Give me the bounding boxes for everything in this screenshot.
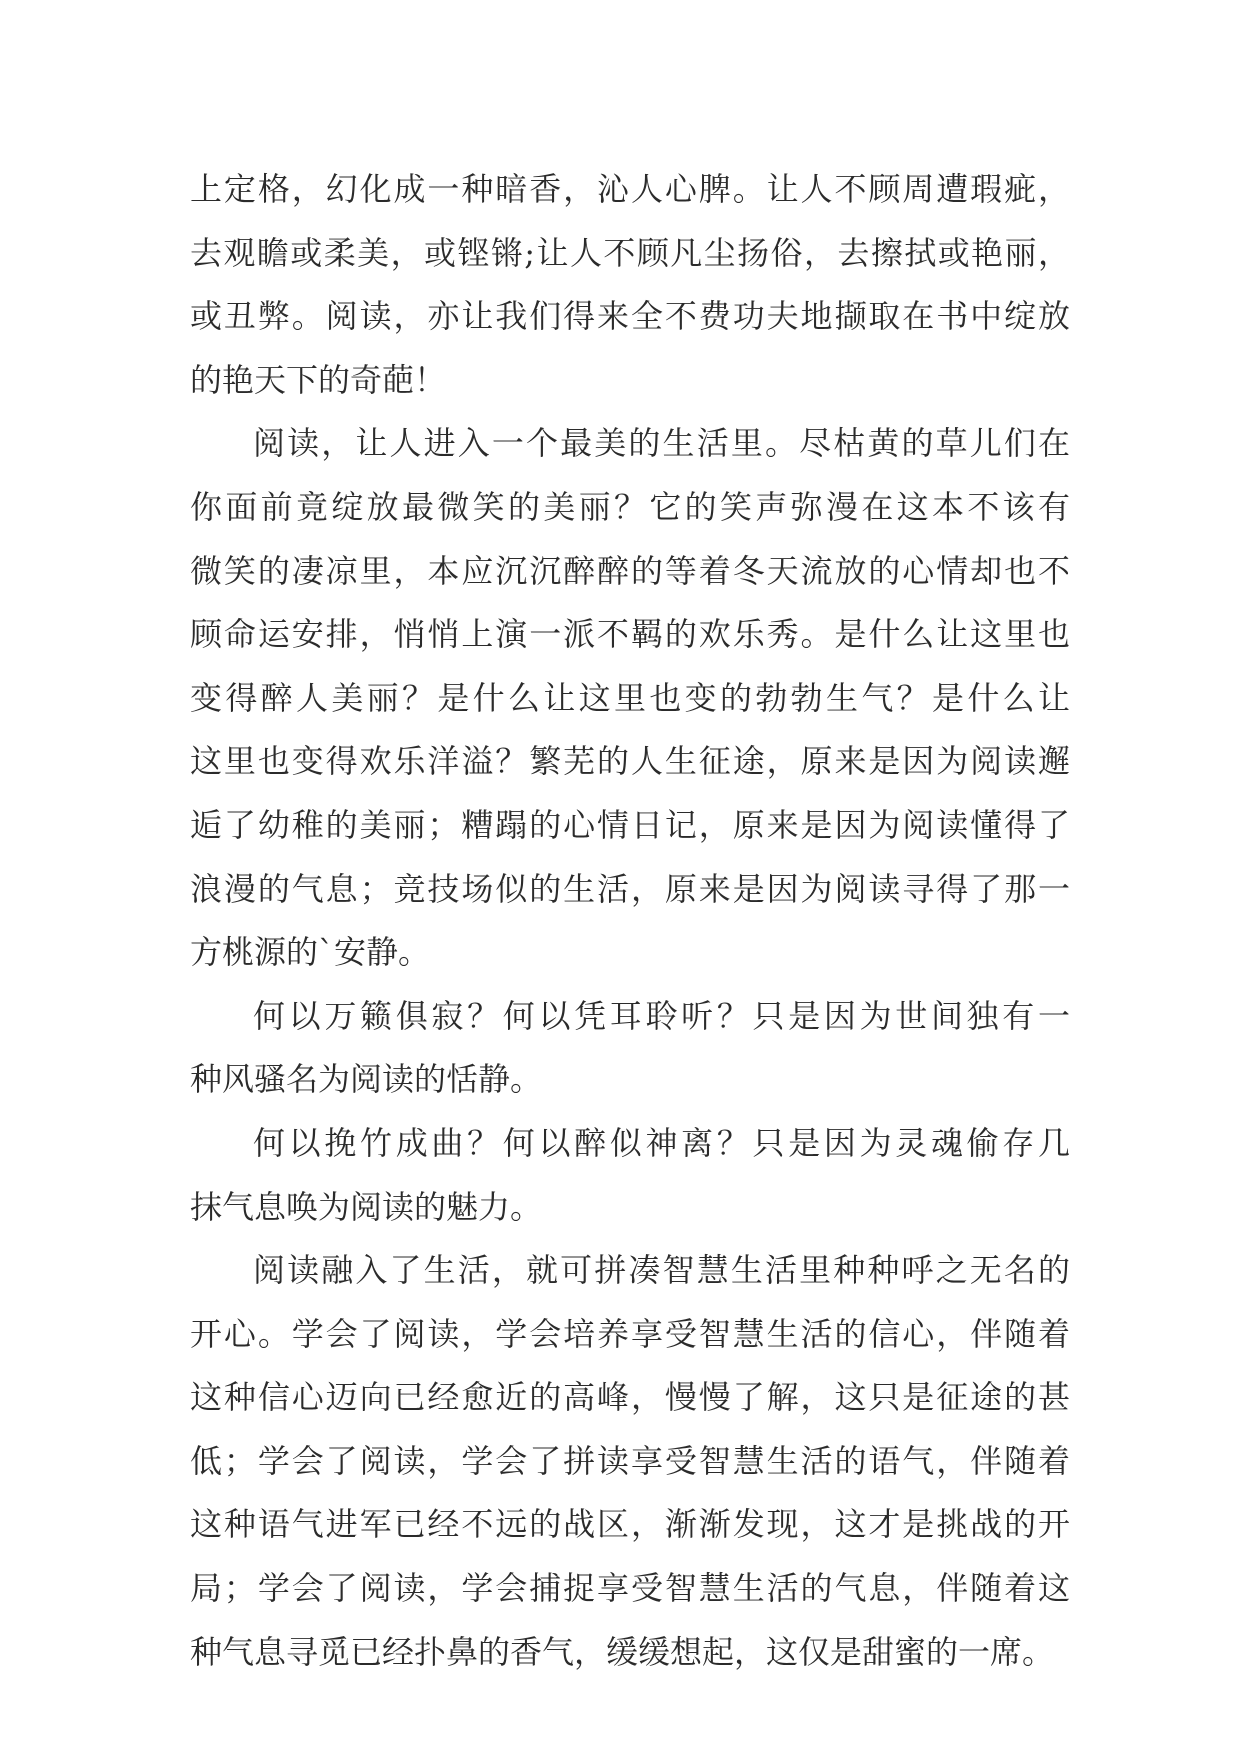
paragraph-first-line: 阅读，让人进入一个最美的生活里。尽枯黄的草儿们在: [253, 424, 1070, 463]
text-line: 这种信心迈向已经愈近的高峰，慢慢了解，这只是征途的甚: [190, 1378, 1070, 1417]
text-line: 顾命运安排，悄悄上演一派不羁的欢乐秀。是什么让这里也: [190, 615, 1070, 654]
text-line: 上定格，幻化成一种暗香，沁人心脾。让人不顾周遭瑕疵，: [190, 170, 1070, 208]
text-line: 逅了幼稚的美丽；糟蹋的心情日记，原来是因为阅读懂得了: [190, 805, 1070, 844]
text-line: 浪漫的气息；竞技场似的生活，原来是因为阅读寻得了那一: [190, 869, 1070, 908]
text-line: 种气息寻觅已经扑鼻的香气，缓缓想起，这仅是甜蜜的一席。: [190, 1632, 1055, 1671]
text-line: 这里也变得欢乐洋溢？繁芜的人生征途，原来是因为阅读邂: [190, 742, 1070, 781]
paragraph-first-line: 何以挽竹成曲？何以醉似神离？只是因为灵魂偷存几: [253, 1123, 1070, 1162]
text-line: 这种语气进军已经不远的战区，渐渐发现，这才是挑战的开: [190, 1505, 1070, 1544]
paragraph-first-line: 阅读融入了生活，就可拼凑智慧生活里种种呼之无名的: [253, 1251, 1070, 1290]
text-line: 低；学会了阅读，学会了拼读享受智慧生活的语气，伴随着: [190, 1441, 1070, 1480]
text-line: 你面前竟绽放最微笑的美丽？它的笑声弥漫在这本不该有: [190, 487, 1070, 526]
text-line: 抹气息唤为阅读的魅力。: [190, 1187, 543, 1226]
text-line: 或丑弊。阅读，亦让我们得来全不费功夫地撷取在书中绽放: [190, 297, 1070, 336]
text-line: 的艳天下的奇葩！: [190, 360, 447, 399]
body-text: [190, 158, 1070, 1684]
text-line: 开心。学会了阅读，学会培养享受智慧生活的信心，伴随着: [190, 1314, 1070, 1353]
text-line: 微笑的凄凉里，本应沉沉醉醉的等着冬天流放的心情却也不: [190, 551, 1070, 590]
text-line: 去观瞻或柔美，或铿锵;让人不顾凡尘扬俗，去擦拭或艳丽，: [190, 233, 1070, 272]
text-line: 局；学会了阅读，学会捕捉享受智慧生活的气息，伴随着这: [190, 1569, 1070, 1608]
text-line: 变得醉人美丽？是什么让这里也变的勃勃生气？是什么让: [190, 678, 1070, 717]
text-line: 种风骚名为阅读的恬静。: [190, 1060, 543, 1099]
text-line: 方桃源的`安静。: [190, 933, 431, 972]
paragraph-first-line: 何以万籁俱寂？何以凭耳聆听？只是因为世间独有一: [253, 996, 1070, 1035]
